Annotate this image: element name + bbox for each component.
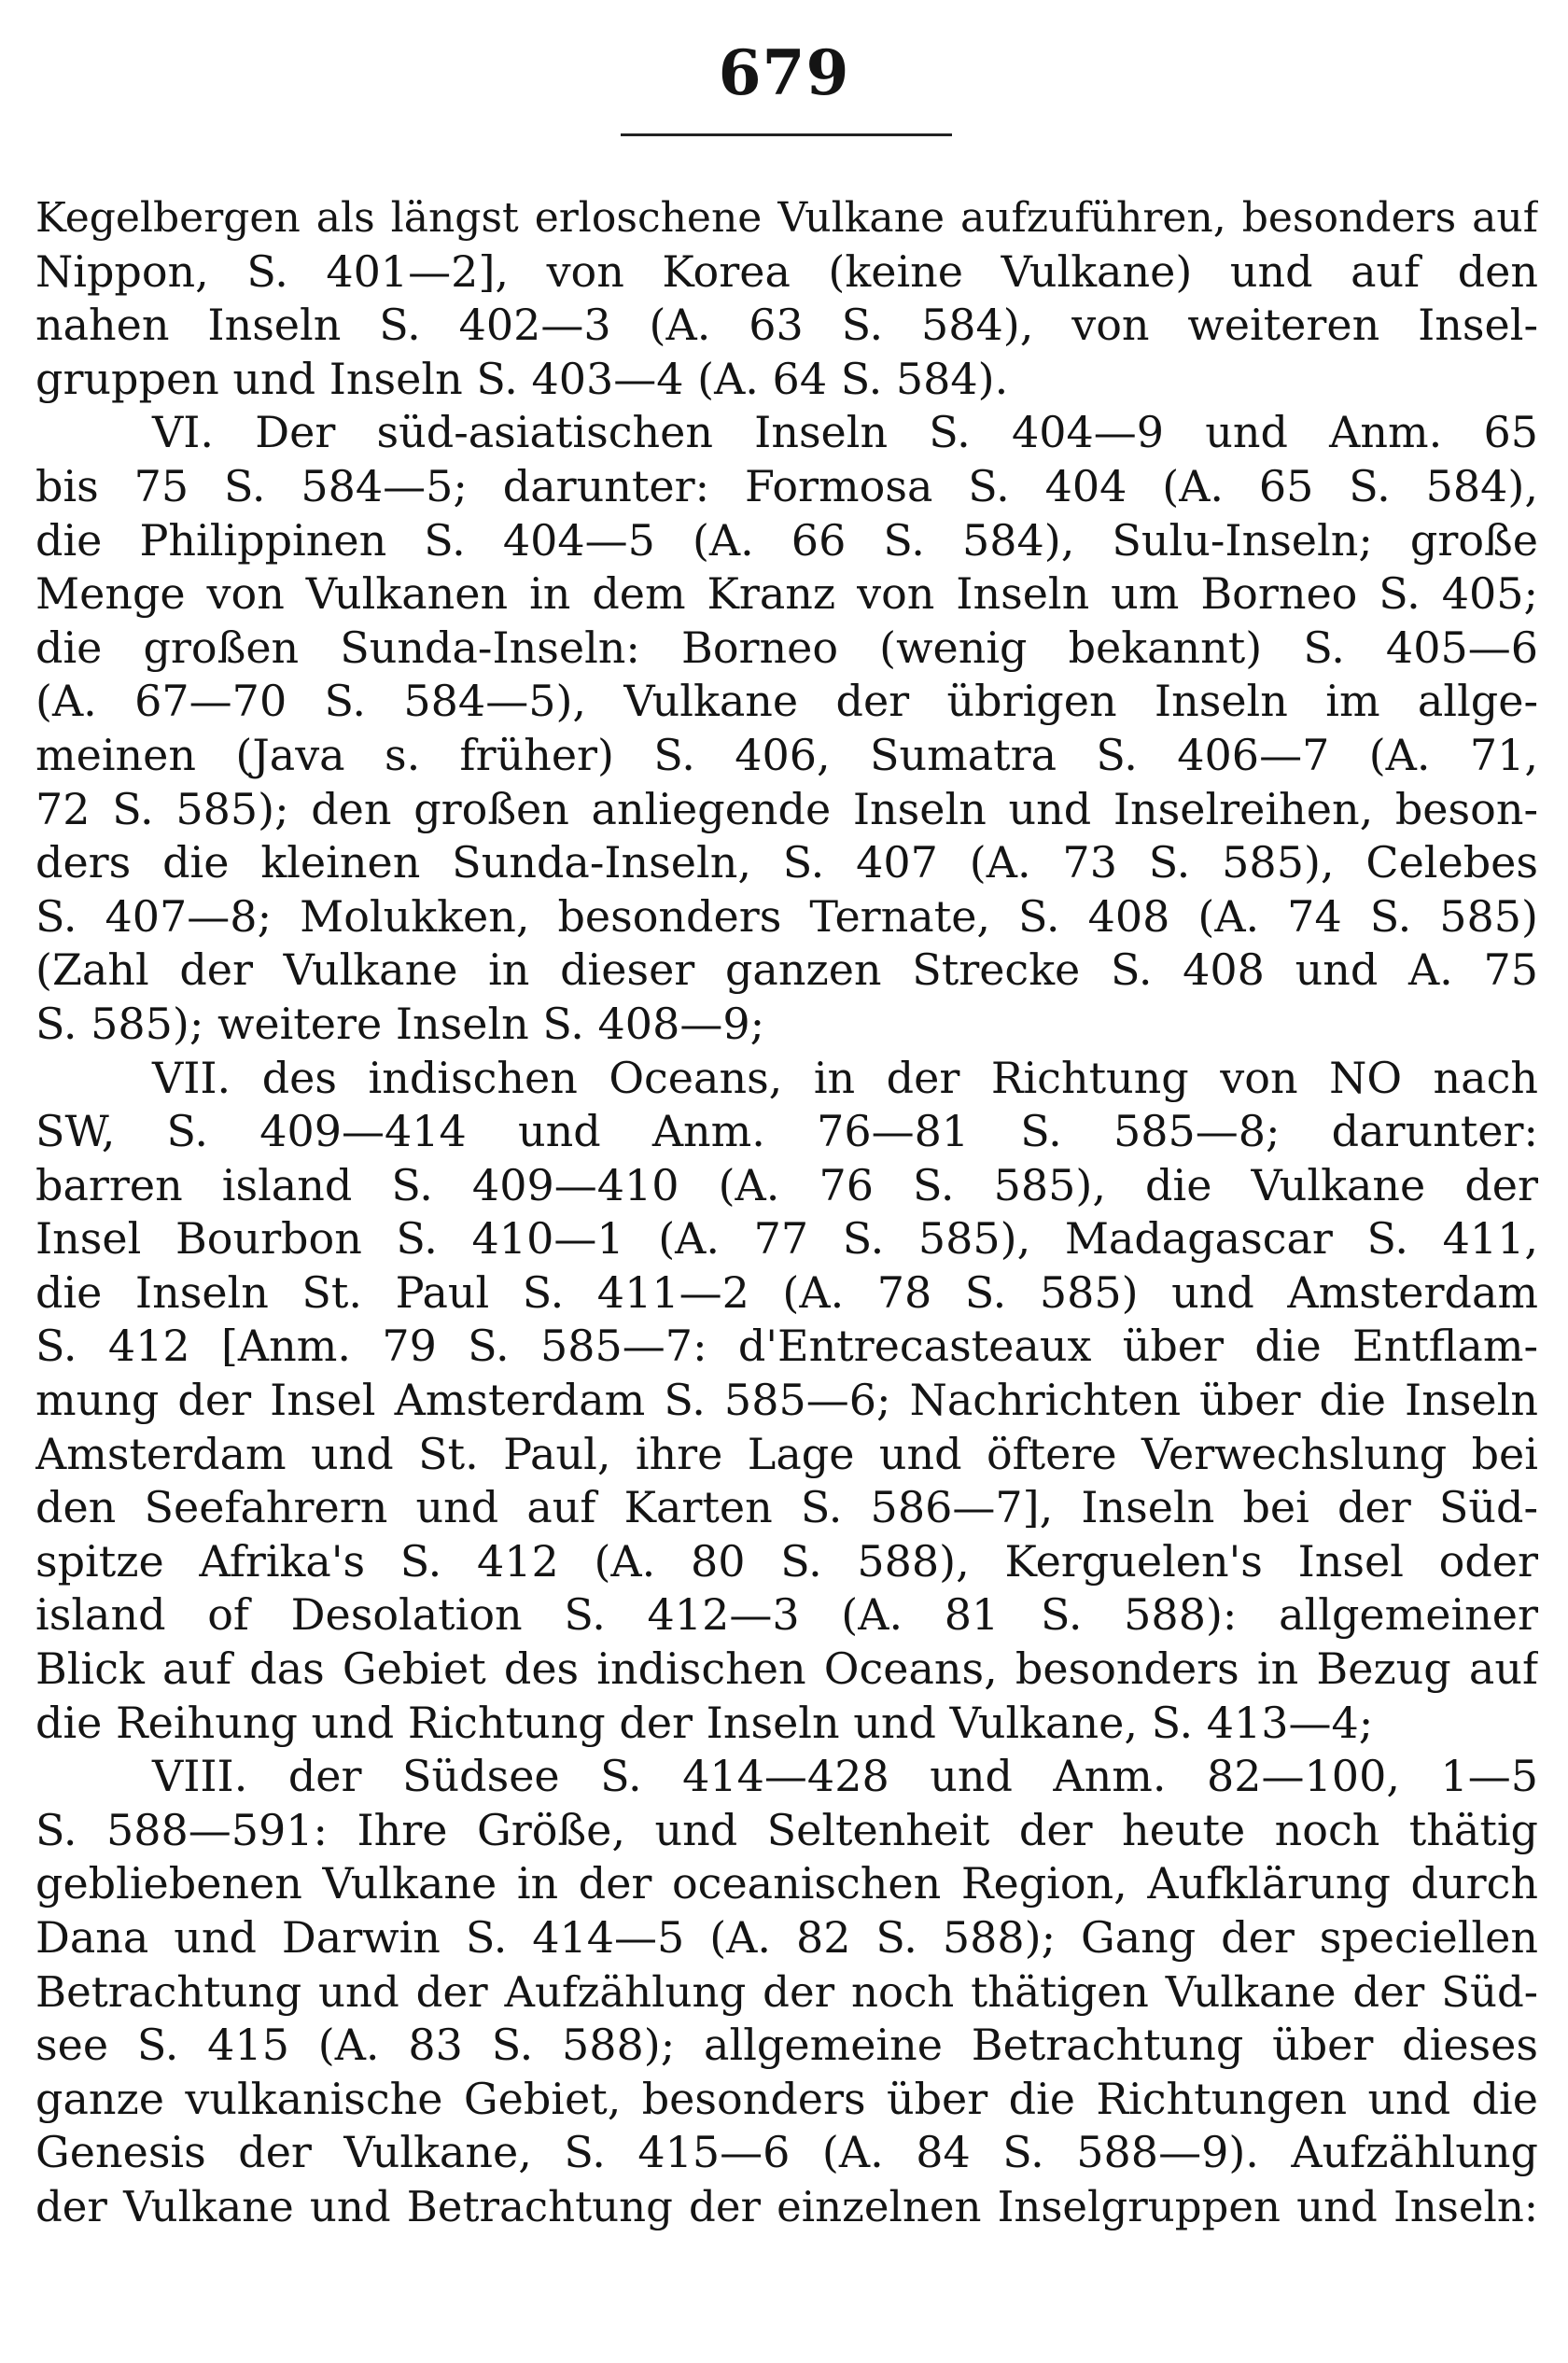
page-number: 679 (718, 36, 850, 109)
text-line: (Zahl der Vulkane in dieser ganzen Strecke S. 408 und A. 75 (35, 944, 1538, 996)
text-line: VII. des indischen Oceans, in der Richtung von NO nach (152, 1052, 1538, 1103)
text-line: die Reihung und Richtung der Inseln und Vulkane, S. 413—4; (35, 1697, 1374, 1748)
text-line: S. 588—591: Ihre Größe, und Seltenheit der heute noch thätig (35, 1804, 1538, 1855)
text-line: SW, S. 409—414 und Anm. 76—81 S. 585—8; darunter: (35, 1106, 1538, 1157)
body-text (35, 191, 1538, 2234)
text-line: mung der Insel Amsterdam S. 585—6; Nachrichten über die Inseln (35, 1375, 1538, 1426)
text-line: Insel Bourbon S. 410—1 (A. 77 S. 585), Madagascar S. 411, (35, 1213, 1538, 1265)
text-line: Dana und Darwin S. 414—5 (A. 82 S. 588); Gang der speciellen (35, 1912, 1538, 1963)
text-line: der Vulkane und Betrachtung der einzelnen Inselgruppen und Inseln: (35, 2181, 1538, 2231)
text-line: Amsterdam und St. Paul, ihre Lage und öftere Verwechslung bei (35, 1428, 1538, 1479)
text-line: barren island S. 409—410 (A. 76 S. 585), die Vulkane der (35, 1159, 1538, 1210)
text-line: Menge von Vulkanen in dem Kranz von Inseln um Borneo S. 405; (35, 568, 1538, 620)
text-line: (A. 67—70 S. 584—5), Vulkane der übrigen Inseln im allge- (35, 676, 1538, 727)
text-line: gruppen und Inseln S. 403—4 (A. 64 S. 584). (35, 353, 1009, 404)
header-rule (621, 133, 952, 136)
text-line: VI. Der süd-asiatischen Inseln S. 404—9 und Anm. 65 (152, 407, 1538, 458)
text-line: S. 585); weitere Inseln S. 408—9; (35, 998, 765, 1049)
text-line: 72 S. 585); den großen anliegende Inseln und Inselreihen, beson- (35, 783, 1538, 834)
text-line: S. 412 [Anm. 79 S. 585—7: d'Entrecasteaux über die Entflam- (35, 1321, 1538, 1372)
text-line: Betrachtung und der Aufzählung der noch thätigen Vulkane der Süd- (35, 1966, 1538, 2017)
text-line: see S. 415 (A. 83 S. 588); allgemeine Betrachtung über dieses (35, 2020, 1538, 2071)
text-line: Genesis der Vulkane, S. 415—6 (A. 84 S. 588—9). Aufzählung (35, 2127, 1538, 2178)
text-line: Blick auf das Gebiet des indischen Oceans, besonders in Bezug auf (35, 1643, 1538, 1695)
text-line: den Seefahrern und auf Karten S. 586—7], Inseln bei der Süd- (35, 1482, 1538, 1533)
text-line: gebliebenen Vulkane in der oceanischen Region, Aufklärung durch (35, 1858, 1538, 1909)
text-line: die Inseln St. Paul S. 411—2 (A. 78 S. 585) und Amsterdam (35, 1266, 1538, 1318)
text-line: die großen Sunda-Inseln: Borneo (wenig bekannt) S. 405—6 (35, 622, 1538, 673)
text-line: VIII. der Südsee S. 414—428 und Anm. 82—100, 1—5 (152, 1751, 1538, 1802)
text-line: ganze vulkanische Gebiet, besonders über die Richtungen und die (35, 2073, 1538, 2124)
text-line: Kegelbergen als längst erloschene Vulkane aufzuführen, besonders auf (35, 194, 1538, 242)
text-line: bis 75 S. 584—5; darunter: Formosa S. 404 (A. 65 S. 584), (35, 460, 1538, 511)
text-line: ders die kleinen Sunda-Inseln, S. 407 (A. 73 S. 585), Celebes (35, 837, 1538, 888)
text-line: meinen (Java s. früher) S. 406, Sumatra S. 406—7 (A. 71, (35, 729, 1538, 780)
text-line: nahen Inseln S. 402—3 (A. 63 S. 584), von weiteren Insel- (35, 300, 1538, 351)
text-line: island of Desolation S. 412—3 (A. 81 S. 588): allgemeiner (35, 1589, 1538, 1641)
text-line: S. 407—8; Molukken, besonders Ternate, S. 408 (A. 74 S. 585) (35, 890, 1538, 942)
text-line: spitze Afrika's S. 412 (A. 80 S. 588), Kerguelen's Insel oder (35, 1535, 1538, 1587)
text-line: Nippon, S. 401—2], von Korea (keine Vulkane) und auf den (35, 245, 1538, 297)
text-line: die Philippinen S. 404—5 (A. 66 S. 584), Sulu-Inseln; große (35, 514, 1538, 566)
